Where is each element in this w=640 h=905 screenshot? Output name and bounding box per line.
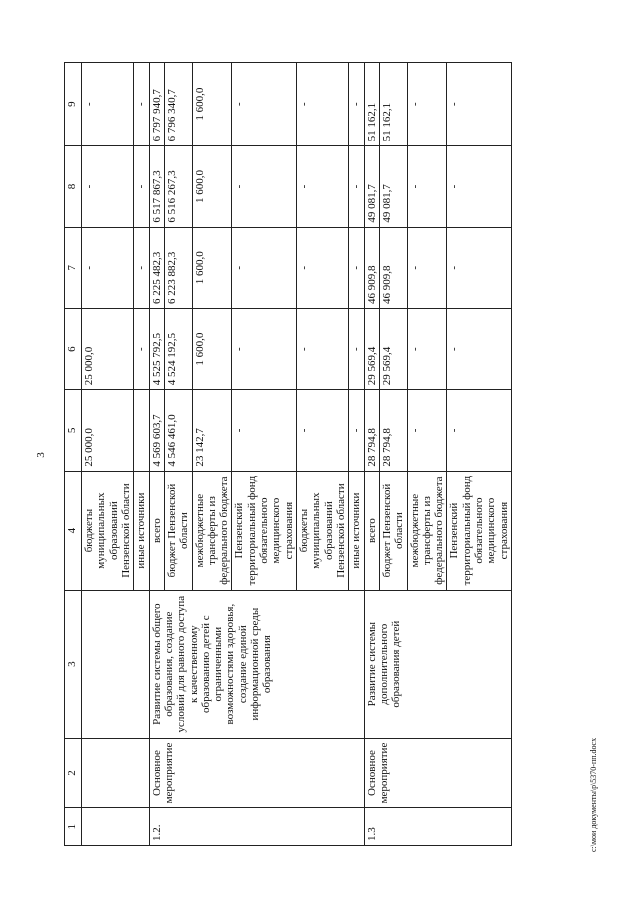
value-cell: - — [297, 146, 349, 227]
source-cell: иные источники — [134, 471, 149, 590]
value-cell: - — [349, 63, 364, 146]
value-cell: 25 000,0 — [82, 390, 134, 471]
value-cell: - — [349, 227, 364, 308]
value-cell: 4 524 192,5 — [164, 308, 192, 389]
source-cell: межбюджетные трансферты из федерального бюджета — [407, 471, 447, 590]
value-cell: - — [349, 146, 364, 227]
value-cell: - — [82, 227, 134, 308]
source-cell: Пензенский территориальный фонд обязательного медицинского страхования — [447, 471, 512, 590]
source-cell: всего — [149, 471, 164, 590]
header-row — [65, 63, 82, 846]
value-cell: - — [297, 308, 349, 389]
value-cell: - — [232, 146, 297, 227]
num-cell: 1.3 — [364, 808, 511, 846]
value-cell: - — [134, 308, 149, 389]
value-cell: - — [407, 63, 447, 146]
value-cell: 6 516 267,3 — [164, 146, 192, 227]
value-cell: - — [407, 308, 447, 389]
value-cell: 29 569,4 — [364, 308, 379, 389]
program-funding-table — [64, 62, 512, 846]
value-cell: 1 600,0 — [192, 63, 232, 146]
value-cell: 6 517 867,3 — [149, 146, 164, 227]
value-cell: - — [407, 390, 447, 471]
value-cell: 25 000,0 — [82, 308, 134, 389]
value-cell: 6 797 940,7 — [149, 63, 164, 146]
source-cell: бюджет Пензенской области — [164, 471, 192, 590]
name-cell: Развитие системы общего образования, создание условий для равного доступа к качественному образованию детей с ограниченными возможностями здоровья, создание единой информационной среды образования — [149, 590, 364, 738]
value-cell: 6 225 482,3 — [149, 227, 164, 308]
source-cell: бюджеты муниципальных образований Пензенской области — [297, 471, 349, 590]
value-cell: 1 600,0 — [192, 227, 232, 308]
value-cell: - — [82, 146, 134, 227]
source-cell: бюджет Пензенской области — [379, 471, 407, 590]
value-cell: 29 569,4 — [379, 308, 407, 389]
name-cell — [82, 590, 150, 738]
value-cell: 4 525 792,5 — [149, 308, 164, 389]
value-cell: - — [134, 227, 149, 308]
value-cell: 6 796 340,7 — [164, 63, 192, 146]
value-cell: 51 162,1 — [364, 63, 379, 146]
value-cell: - — [407, 227, 447, 308]
header-cell: 2 — [65, 738, 82, 808]
value-cell: 1 600,0 — [192, 308, 232, 389]
value-cell: - — [447, 63, 512, 146]
value-cell: - — [232, 63, 297, 146]
value-cell: 6 223 882,3 — [164, 227, 192, 308]
value-cell: - — [82, 63, 134, 146]
value-cell — [134, 390, 149, 471]
header-cell: 1 — [65, 808, 82, 846]
footer-path-text: c:\мои документы\р\5370-пп.docx — [589, 737, 598, 852]
header-cell: 8 — [65, 146, 82, 227]
value-cell: 46 909,8 — [364, 227, 379, 308]
value-cell: 23 142,7 — [192, 390, 232, 471]
header-cell: 5 — [65, 390, 82, 471]
value-cell: 28 794,8 — [364, 390, 379, 471]
value-cell: - — [447, 308, 512, 389]
source-cell: Пензенский территориальный фонд обязательного медицинского страхования — [232, 471, 297, 590]
value-cell: 49 081,7 — [364, 146, 379, 227]
value-cell: - — [232, 390, 297, 471]
value-cell: - — [297, 227, 349, 308]
value-cell: - — [447, 390, 512, 471]
header-cell: 9 — [65, 63, 82, 146]
table-row — [364, 63, 379, 846]
header-cell: 3 — [65, 590, 82, 738]
value-cell: 1 600,0 — [192, 146, 232, 227]
page-number: 3 — [34, 452, 47, 458]
source-cell: межбюджетные трансферты из федерального бюджета — [192, 471, 232, 590]
table-row — [82, 63, 134, 846]
source-cell: бюджеты муниципальных образований Пензенской области — [82, 471, 134, 590]
value-cell: - — [232, 308, 297, 389]
value-cell: 46 909,8 — [379, 227, 407, 308]
type-cell: Основное мероприятие — [364, 738, 511, 808]
value-cell: 51 162,1 — [379, 63, 407, 146]
name-cell: Развитие системы дополнительного образования детей — [364, 590, 511, 738]
document-table-wrapper — [64, 62, 568, 846]
source-cell: всего — [364, 471, 379, 590]
value-cell: - — [447, 146, 512, 227]
value-cell: - — [232, 227, 297, 308]
header-cell: 7 — [65, 227, 82, 308]
value-cell: - — [407, 146, 447, 227]
value-cell: 4 569 603,7 — [149, 390, 164, 471]
type-cell: Основное мероприятие — [149, 738, 364, 808]
value-cell: 49 081,7 — [379, 146, 407, 227]
value-cell: - — [297, 63, 349, 146]
num-cell — [82, 808, 150, 846]
value-cell: 28 794,8 — [379, 390, 407, 471]
value-cell: - — [349, 390, 364, 471]
value-cell: - — [447, 227, 512, 308]
value-cell: - — [134, 146, 149, 227]
num-cell: 1.2. — [149, 808, 364, 846]
value-cell: - — [297, 390, 349, 471]
source-cell: иные источники — [349, 471, 364, 590]
table-row — [149, 63, 164, 846]
header-cell: 4 — [65, 471, 82, 590]
value-cell: 4 546 461,0 — [164, 390, 192, 471]
value-cell: - — [349, 308, 364, 389]
header-cell: 6 — [65, 308, 82, 389]
value-cell: - — [134, 63, 149, 146]
type-cell — [82, 738, 150, 808]
